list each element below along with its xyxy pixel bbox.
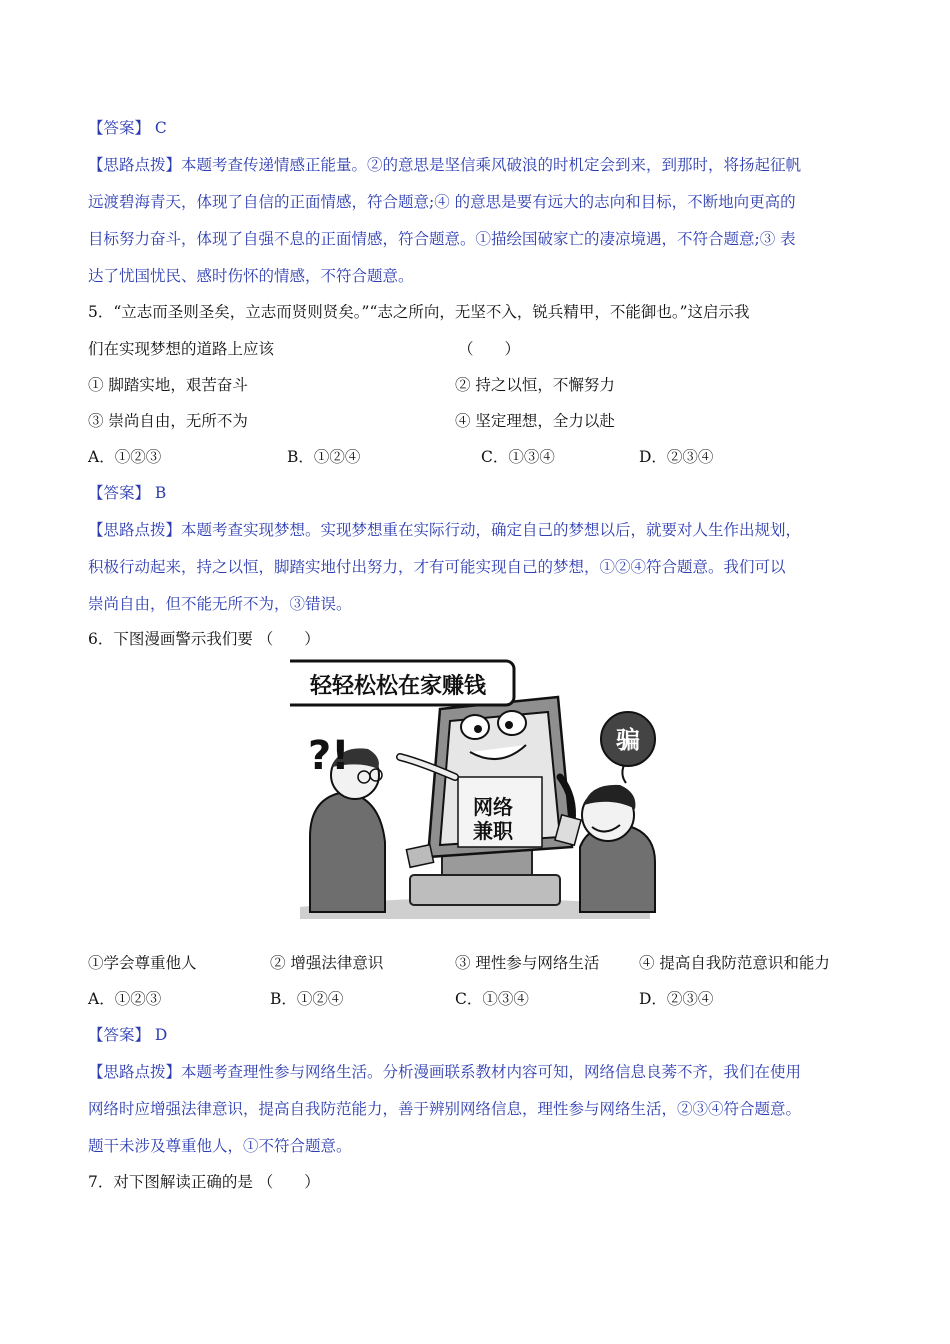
- q6-choice-a: A．①②③: [88, 990, 162, 1008]
- q6-option-3: ③ 理性参与网络生活: [455, 954, 600, 972]
- q5-choice-c: C．①③④: [481, 448, 555, 466]
- screen-text-line-2: 兼职: [473, 819, 513, 843]
- q5-analysis-line-2: 积极行动起来，持之以恒，脚踏实地付出努力，才有可能实现自己的梦想，①②④符合题意。我们可以: [88, 558, 786, 576]
- q5-choice-d: D．②③④: [639, 448, 714, 466]
- q5-stem-line-2: 们在实现梦想的道路上应该: [88, 340, 275, 358]
- q5-option-3: ③ 崇尚自由，无所不为: [88, 412, 248, 430]
- q5-analysis-line-1: 【思路点拨】本题考查实现梦想。实现梦想重在实际行动，确定自己的梦想以后，就要对人生作出规划，: [88, 521, 802, 539]
- q5-analysis-line-3: 崇尚自由，但不能无所不为，③错误。: [88, 595, 352, 613]
- q6-stem: 6．下图漫画警示我们要 （ ）: [88, 630, 320, 648]
- q6-choice-b: B．①②④: [270, 990, 344, 1008]
- q6-analysis-line-1: 【思路点拨】本题考查理性参与网络生活。分析漫画联系教材内容可知，网络信息良莠不齐，我们在使用: [88, 1063, 802, 1081]
- q4-analysis-line-4: 达了忧国忧民、感时伤怀的情感，不符合题意。: [88, 267, 414, 285]
- q6-analysis-line-2: 网络时应增强法律意识，提高自我防范能力，善于辨别网络信息，理性参与网络生活，②③④符合题意。: [88, 1100, 802, 1118]
- q5-option-1: ① 脚踏实地，艰苦奋斗: [88, 376, 248, 394]
- q4-analysis-line-1: 【思路点拨】本题考查传递情感正能量。②的意思是坚信乘风破浪的时机定会到来，到那时，将扬起征帆: [88, 156, 802, 174]
- q5-choice-b: B．①②④: [287, 448, 361, 466]
- q6-analysis-line-3: 题干未涉及尊重他人，①不符合题意。: [88, 1137, 352, 1155]
- bubble-text: 骗: [616, 726, 640, 754]
- q6-choice-c: C．①③④: [455, 990, 529, 1008]
- q6-answer: 【答案】 D: [88, 1026, 168, 1044]
- q5-stem-line-1: 5．“立志而圣则圣矣，立志而贤则贤矣。”“志之所向，无坚不入，锐兵精甲，不能御也。”这启示我: [88, 303, 750, 321]
- screen-text-line-1: 网络: [473, 795, 513, 819]
- q4-answer: 【答案】 C: [88, 119, 167, 137]
- q5-answer-paren: （ ）: [458, 340, 521, 358]
- q4-analysis-line-3: 目标努力奋斗，体现了自强不息的正面情感，符合题意。①描绘国破家亡的凄凉境遇，不符合题意;③ 表: [88, 230, 796, 248]
- q5-choice-a: A．①②③: [88, 448, 162, 466]
- q7-stem: 7．对下图解读正确的是 （ ）: [88, 1173, 320, 1191]
- q6-option-2: ② 增强法律意识: [270, 954, 384, 972]
- question-exclaim-mark: ?!: [308, 733, 350, 779]
- q5-option-2: ② 持之以恒，不懈努力: [455, 376, 615, 394]
- q6-option-1: ①学会尊重他人: [88, 954, 197, 972]
- q6-option-4: ④ 提高自我防范意识和能力: [639, 954, 830, 972]
- banner-text: 轻轻松松在家赚钱: [309, 674, 487, 699]
- q5-option-4: ④ 坚定理想，全力以赴: [455, 412, 615, 430]
- cartoon-image: [290, 657, 660, 919]
- q4-analysis-line-2: 远渡碧海青天，体现了自信的正面情感，符合题意;④ 的意思是要有远大的志向和目标，不断地向更高的: [88, 193, 796, 211]
- q5-answer: 【答案】 B: [88, 484, 167, 502]
- q6-choice-d: D．②③④: [639, 990, 714, 1008]
